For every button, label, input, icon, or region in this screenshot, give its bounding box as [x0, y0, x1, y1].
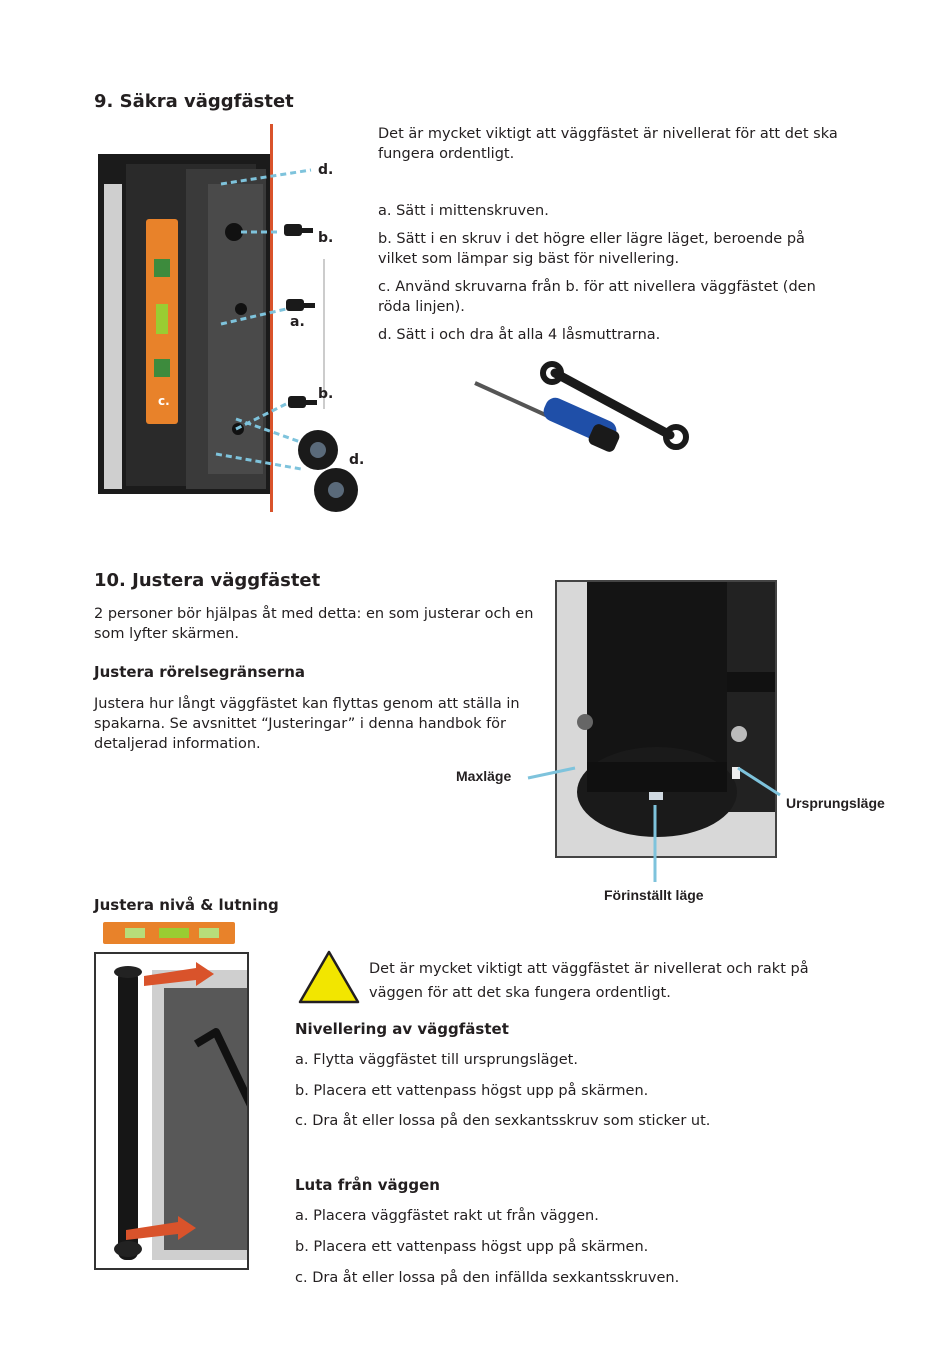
label-b-top: b.	[318, 230, 334, 246]
tilt-step-c: c. Dra åt eller lossa på den infällda sexkantsskruven.	[295, 1270, 680, 1286]
section9-step-d: d. Sätt i och dra åt alla 4 låsmuttrarna.	[378, 327, 661, 343]
level-heading: Justera nivå & lutning	[94, 896, 279, 914]
section9-title: 9. Säkra väggfästet	[94, 91, 294, 112]
limits-heading: Justera rörelsegränserna	[94, 663, 306, 681]
section9-intro: Det är mycket viktigt att väggfästet är nivellerat för att det ska fungera ordentligt.	[378, 126, 838, 162]
section9-step-b: b. Sätt i en skruv i det högre eller lägre läget, beroende på vilket som lämpar sig bäst för nivellering.	[378, 231, 805, 267]
callout-origin: Ursprungsläge	[786, 795, 885, 811]
section9-step-c: c. Använd skruvarna från b. för att nivellera väggfästet (den röda linjen).	[378, 279, 816, 315]
tilt-step-b: b. Placera ett vattenpass högst upp på skärmen.	[295, 1239, 649, 1255]
warning-text: Det är mycket viktigt att väggfästet är nivellerat och rakt på väggen för att det ska fungera ordentligt.	[369, 961, 809, 1001]
tilt-heading: Luta från väggen	[295, 1176, 440, 1194]
label-a: a.	[290, 314, 305, 330]
warning-icon	[297, 949, 361, 1005]
leveling-step-c: c. Dra åt eller lossa på den sexkantsskruv som sticker ut.	[295, 1113, 711, 1129]
label-d-top: d.	[318, 162, 334, 178]
leveling-step-a: a. Flytta väggfästet till ursprungsläget.	[295, 1052, 578, 1068]
callout-max: Maxläge	[456, 768, 512, 784]
label-c: c.	[158, 394, 170, 408]
screen-tilt-figure	[94, 952, 249, 1270]
section10-intro: 2 personer bör hjälpas åt med detta: en som justerar och en som lyfter skärmen.	[94, 606, 534, 642]
limits-text: Justera hur långt väggfästet kan flyttas genom att ställa in spakarna. Se avsnittet “Justeringar” i denna handbok för detaljerad information.	[94, 696, 520, 752]
section10-title: 10. Justera väggfästet	[94, 570, 321, 591]
callout-preset: Förinställt läge	[604, 887, 704, 903]
leveling-heading: Nivellering av väggfästet	[295, 1020, 509, 1038]
tilt-step-a: a. Placera väggfästet rakt ut från väggen.	[295, 1208, 599, 1224]
section9-step-a: a. Sätt i mittenskruven.	[378, 203, 549, 219]
label-d-bottom: d.	[349, 452, 365, 468]
label-b-bottom: b.	[318, 386, 334, 402]
leveling-step-b: b. Placera ett vattenpass högst upp på skärmen.	[295, 1083, 649, 1099]
spirit-level-icon	[103, 922, 235, 944]
